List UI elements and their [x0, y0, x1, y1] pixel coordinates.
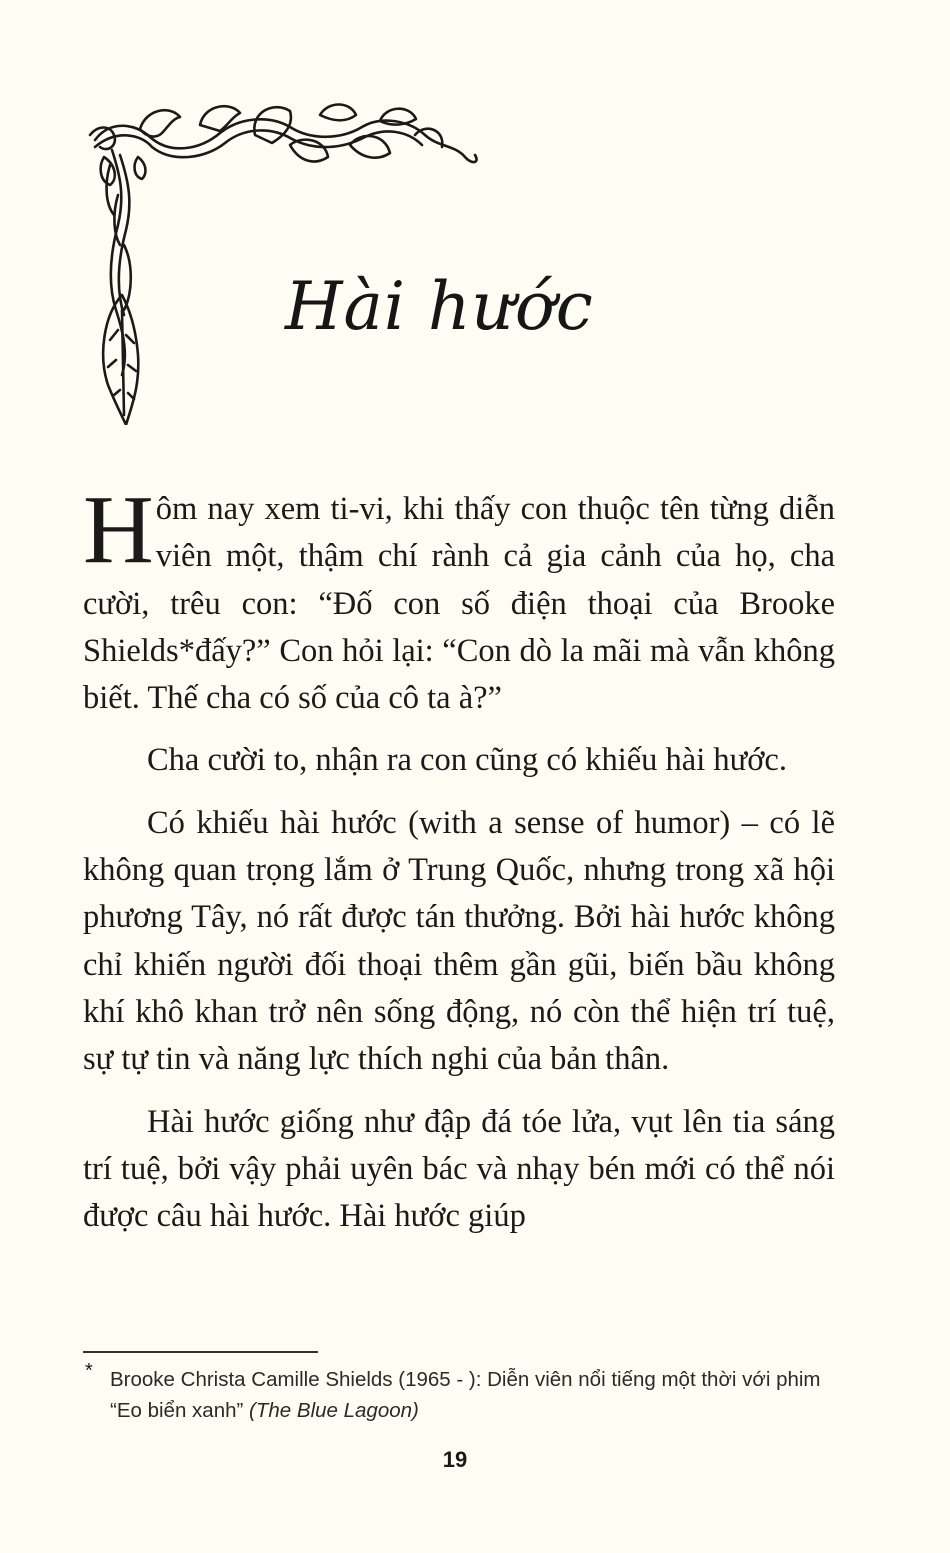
- footnote-italic: (The Blue Lagoon): [249, 1399, 419, 1422]
- paragraph-1: [83, 476, 835, 722]
- paragraph-4: Hài hước giống như đập đá tóe lửa, vụt lên tia sáng trí tuệ, bởi vậy phải uyên bác và nhạy bén mới có thể nói được câu hài hước. Hài hước giúp: [83, 1103, 835, 1235]
- vine-leaf-ornament-icon: [80, 95, 490, 425]
- paragraph-1-text: ôm nay xem ti-vi, khi thấy con thuộc tên từng diễn viên một, thậm chí rành cả gia cảnh của họ, cha cười, trêu con: “Đố con số điện thoại của Brooke Shields*đấy?” Con hỏi lại: “Con dò la mãi mà vẫn không biết. Thế cha có số của cô ta à?”: [83, 491, 835, 717]
- footnote-text: Brooke Christa Camille Shields (1965 - ): Diễn viên nổi tiếng một thời với phim “Eo biển xanh”: [110, 1368, 821, 1422]
- footnote-marker: *: [85, 1360, 93, 1382]
- footnote: [110, 1364, 840, 1426]
- chapter-title: Hài hước: [285, 268, 594, 345]
- paragraph-3: Có khiếu hài hước (with a sense of humor) – có lẽ không quan trọng lắm ở Trung Quốc, nhưng trong xã hội phương Tây, nó rất được tán thưởng. Bởi hài hước không chỉ khiến người đối thoại thêm gần gũi, biến bầu không khí khô khan trở nên sống động, nó còn thể hiện trí tuệ, sự tự tin và năng lực thích nghi của bản thân.: [83, 804, 835, 1078]
- page-number: 19: [442, 1447, 468, 1472]
- body-text: [83, 476, 835, 1255]
- footnote-divider: [83, 1351, 318, 1353]
- drop-cap: H: [83, 476, 154, 584]
- paragraph-2: Cha cười to, nhận ra con cũng có khiếu hài hước.: [147, 742, 787, 779]
